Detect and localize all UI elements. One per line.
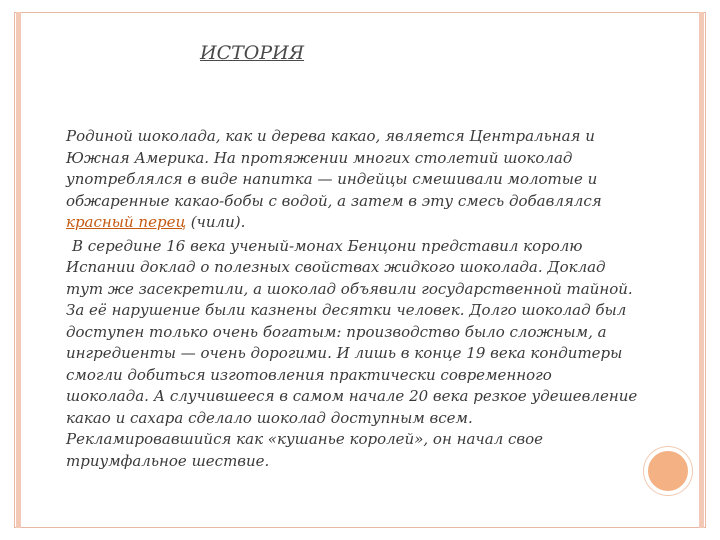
left-decorative-stripe (16, 12, 21, 528)
red-pepper-link[interactable]: красный перец (66, 213, 186, 231)
decorative-circle (644, 447, 692, 495)
slide-title: ИСТОРИЯ (200, 42, 305, 64)
slide-body (66, 126, 638, 472)
paragraph-origin (66, 126, 638, 234)
paragraph-origin-tail: (чили). (185, 213, 246, 231)
paragraph-origin-text: Родиной шоколада, как и дерева какао, является Центральная и Южная Америка. На протяжении многих столетий шоколад употреблялся в виде напитка — индейцы смешивали молотые и обжаренные какао-бобы с водой, а затем в эту смесь добавлялся (66, 127, 602, 210)
right-decorative-stripe (699, 12, 704, 528)
paragraph-history: В середине 16 века ученый-монах Бенцони представил королю Испании доклад о полезных свойствах жидкого шоколада. Доклад тут же засекретили, а шоколад объявили государственной тайной. За её нарушение были казнены десятки человек. Долго шоколад был доступен только очень богатым: производство было сложным, а ингредиенты — очень дорогими. И лишь в конце 19 века кондитеры смогли добиться изготовления практически современного шоколада. А случившееся в самом начале 20 века резкое удешевление какао и сахара сделало шоколад доступным всем. Рекламировавшийся как «кушанье королей», он начал свое триумфальное шествие. (66, 236, 638, 470)
